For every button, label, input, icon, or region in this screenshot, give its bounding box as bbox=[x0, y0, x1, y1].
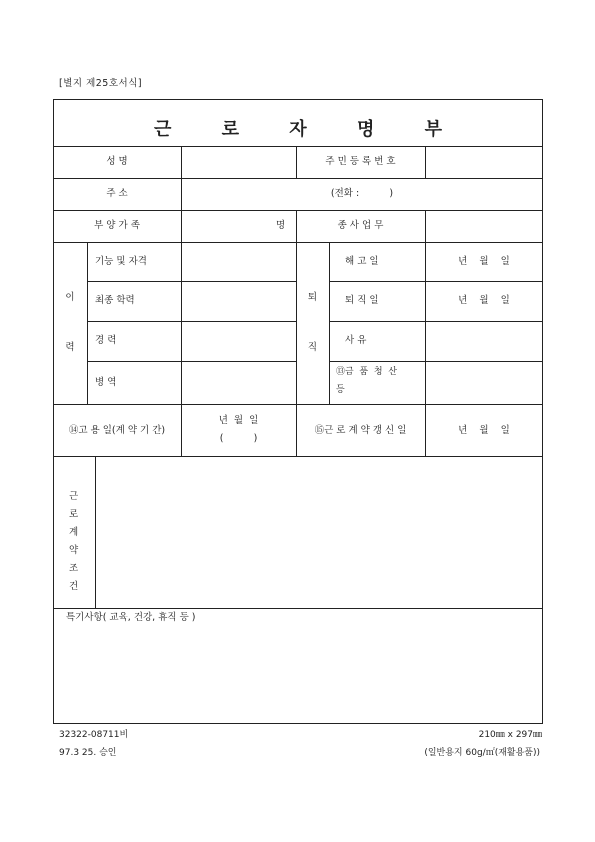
paper-type: (일반용지 60g/㎡(재활용품)) bbox=[424, 748, 540, 758]
employment-date-field[interactable]: 년 월 일 bbox=[218, 415, 259, 426]
conditions-label-char: 약 bbox=[69, 545, 79, 556]
history-side-label-bottom: 력 bbox=[65, 342, 75, 353]
contract-renewal-label: ⑮근 로 계 약 갱 신 일 bbox=[314, 425, 407, 436]
name-label: 성 명 bbox=[106, 156, 128, 167]
approval-date: 97.3 25. 승인 bbox=[59, 748, 117, 758]
contract-renewal-field[interactable]: 년 월 일 bbox=[458, 425, 510, 436]
retirement-date-field[interactable]: 년 월 일 bbox=[458, 295, 510, 306]
history-side-label-top: 이 bbox=[65, 292, 75, 303]
name-field[interactable] bbox=[182, 147, 295, 177]
settlement-field[interactable] bbox=[426, 362, 542, 403]
conditions-label-char: 로 bbox=[69, 509, 79, 520]
row-divider bbox=[53, 608, 543, 609]
form-number-label: [별지 제25호서식] bbox=[59, 78, 143, 89]
reason-label: 사 유 bbox=[345, 335, 367, 346]
settlement-label: ⑬금 품 청 산 bbox=[336, 367, 397, 377]
resident-number-label: 주 민 등 록 번 호 bbox=[325, 156, 396, 167]
retirement-date-label: 퇴 직 일 bbox=[345, 295, 379, 306]
paper-size: 210㎜ x 297㎜ bbox=[478, 730, 542, 740]
duty-field[interactable] bbox=[426, 211, 542, 241]
row-divider bbox=[53, 404, 543, 405]
page-title: 근 로 자 명 부 bbox=[153, 119, 464, 140]
working-conditions-field[interactable] bbox=[96, 457, 542, 607]
reason-field[interactable] bbox=[426, 322, 542, 360]
conditions-label-char: 근 bbox=[69, 491, 79, 502]
employment-date-label: ⑭고 용 일(계 약 기 간) bbox=[68, 425, 166, 436]
qualification-field[interactable] bbox=[182, 243, 295, 280]
col-divider bbox=[329, 242, 330, 404]
dependents-unit: 명 bbox=[276, 220, 286, 231]
dependents-label: 부 양 가 족 bbox=[94, 220, 140, 231]
duty-label: 종 사 업 무 bbox=[337, 220, 384, 231]
resident-number-field[interactable] bbox=[426, 147, 542, 177]
phone-text: (전화 : ) bbox=[330, 188, 394, 199]
conditions-label-char: 계 bbox=[69, 527, 79, 538]
education-label: 최종 학력 bbox=[95, 295, 135, 306]
address-label: 주 소 bbox=[106, 188, 128, 199]
row-divider bbox=[53, 242, 543, 243]
career-field[interactable] bbox=[182, 322, 295, 360]
special-notes-field[interactable] bbox=[54, 628, 542, 723]
qualification-label: 기능 및 자격 bbox=[95, 256, 147, 267]
military-field[interactable] bbox=[182, 362, 295, 403]
military-label: 병 역 bbox=[95, 377, 117, 388]
col-divider bbox=[296, 242, 297, 404]
conditions-label-char: 건 bbox=[69, 581, 79, 592]
retire-side-label-bottom: 직 bbox=[307, 342, 318, 353]
dismissal-date-label: 해 고 일 bbox=[345, 256, 379, 267]
settlement-label-cont: 등 bbox=[336, 385, 345, 395]
dismissal-date-field[interactable]: 년 월 일 bbox=[458, 256, 510, 267]
special-notes-label: 특기사항( 교육, 건강, 휴직 등 ) bbox=[66, 612, 196, 623]
retire-side-label-top: 퇴 bbox=[307, 292, 318, 303]
contract-period-field[interactable]: ( ) bbox=[219, 433, 258, 444]
conditions-label-char: 조 bbox=[69, 563, 79, 574]
col-divider bbox=[181, 404, 182, 456]
col-divider bbox=[87, 242, 88, 404]
career-label: 경 력 bbox=[95, 335, 117, 346]
row-divider bbox=[329, 281, 543, 282]
education-field[interactable] bbox=[182, 282, 295, 320]
form-code: 32322-08711비 bbox=[59, 730, 129, 740]
